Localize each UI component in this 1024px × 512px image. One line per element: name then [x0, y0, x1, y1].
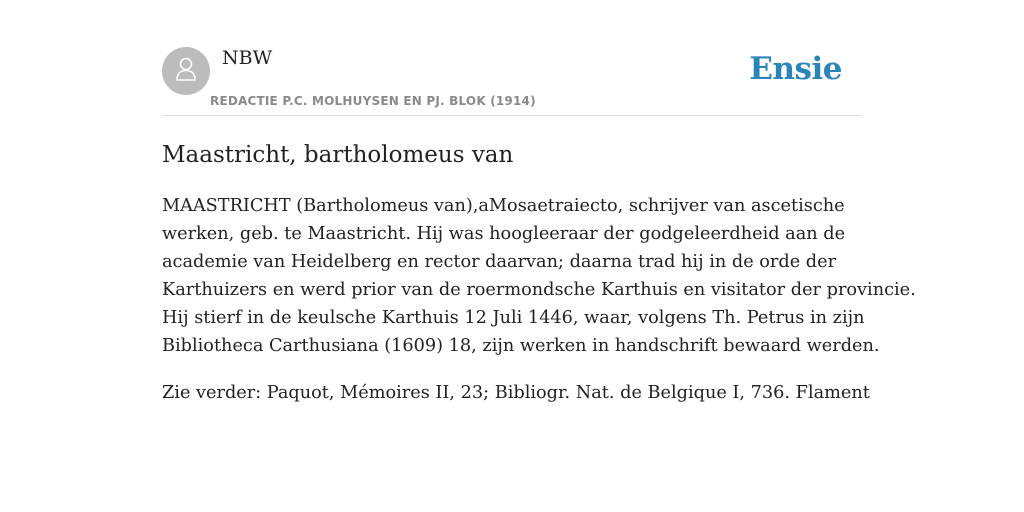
author-avatar[interactable]: [162, 47, 210, 95]
body-line: academie van Heidelberg en rector daarvan; daarna trad hij in de orde der: [162, 252, 837, 272]
body-line: Hij stierf in de keulsche Karthuis 12 Juli 1446, waar, volgens Th. Petrus in zijn: [162, 308, 865, 328]
body-line: MAASTRICHT (Bartholomeus van),aMosaetraiecto, schrijver van ascetische: [162, 196, 845, 216]
entry-body: [162, 192, 916, 360]
user-icon: [171, 54, 201, 89]
entry-references: Zie verder: Paquot, Mémoires II, 23; Bibliogr. Nat. de Belgique I, 736. Flament: [162, 383, 870, 403]
body-line: werken, geb. te Maastricht. Hij was hoogleeraar der godgeleerdheid aan de: [162, 224, 846, 244]
entry-header: [162, 0, 862, 116]
author-name[interactable]: NBW: [222, 47, 273, 69]
entry-title: Maastricht, bartholomeus van: [162, 142, 514, 168]
entry-page: [162, 0, 916, 512]
body-line: Bibliotheca Carthusiana (1609) 18, zijn werken in handschrift bewaard werden.: [162, 336, 880, 356]
body-line: Karthuizers en werd prior van de roermondsche Karthuis en visitator der provincie.: [162, 280, 916, 300]
editor-byline: REDACTIE P.C. MOLHUYSEN EN PJ. BLOK (1914): [210, 94, 536, 108]
ensie-logo[interactable]: Ensie: [749, 51, 842, 87]
